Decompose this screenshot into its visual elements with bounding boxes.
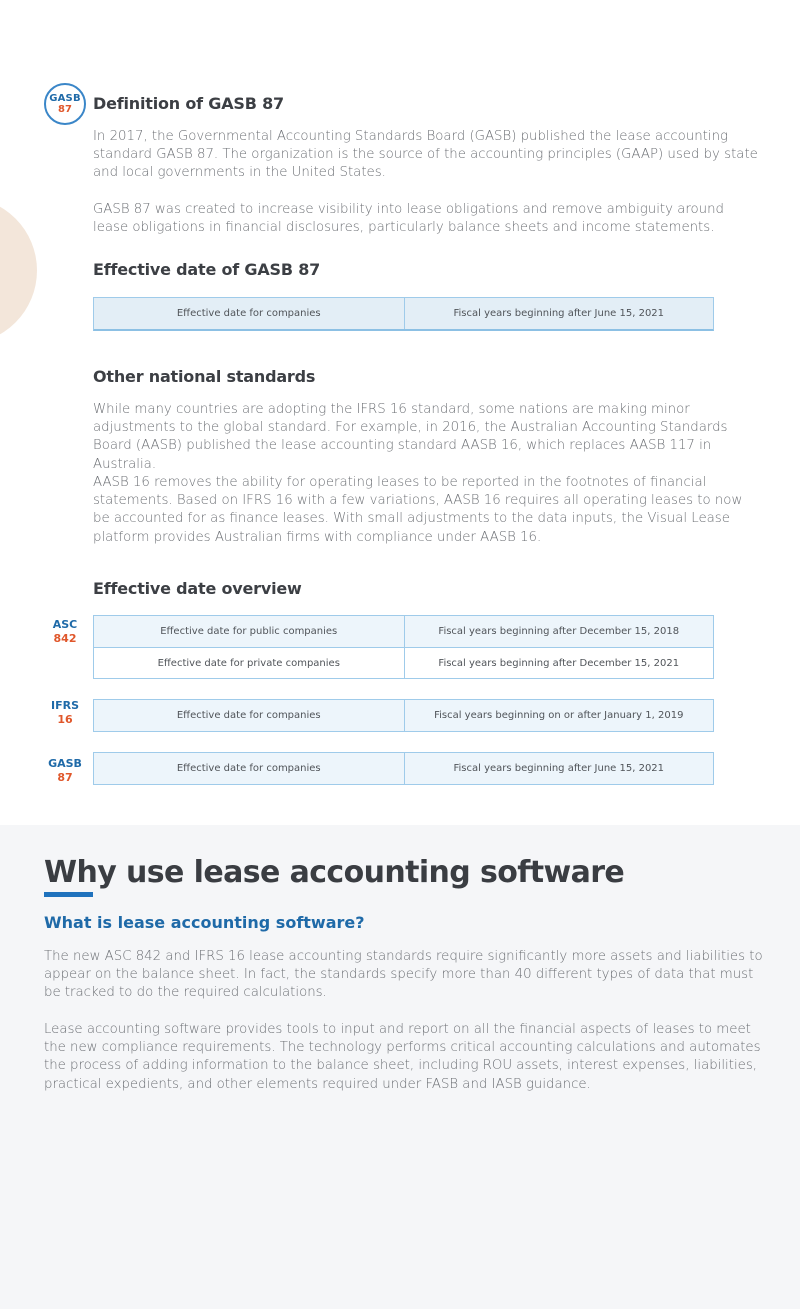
table-cell-label: Effective date for companies — [176, 710, 321, 721]
asc-842-table — [93, 615, 714, 679]
definition-paragraph-2: GASB 87 was created to increase visibility into lease obligations and remove ambiguity around lease obligations in financial disclosures, particularly balance sheets and income statements. — [93, 202, 724, 236]
table-cell-label: Effective date for companies — [176, 308, 321, 319]
table-cell-value: Fiscal years beginning after December 15, 2021 — [404, 648, 714, 678]
effective-gasb-table — [93, 297, 714, 331]
overview-heading: Effective date overview — [93, 579, 302, 598]
definition-heading: Definition of GASB 87 — [93, 94, 284, 113]
effective-gasb-heading: Effective date of GASB 87 — [93, 260, 321, 279]
definition-paragraph-1: In 2017, the Governmental Accounting Standards Board (GASB) published the lease accounting standard GASB 87. The organization is the source of the accounting principles (GAAP) used by state and local governments in the United States. — [93, 129, 758, 181]
table-row — [94, 753, 713, 784]
asc-label-line-2: 842 — [53, 632, 77, 645]
table-cell-value: Fiscal years beginning on or after January 1, 2019 — [404, 700, 714, 731]
table-row — [94, 647, 713, 678]
gasb-87-logo — [44, 83, 86, 125]
gasb-label-line-1: GASB — [48, 757, 82, 770]
gasb-label-line-2: 87 — [57, 771, 73, 784]
table-row — [94, 616, 713, 647]
other-standards-paragraph-2: AASB 16 removes the ability for operating leases to be reported in the footnotes of financial statements. Based on IFRS 16 with a few variations, AASB 16 requires all operating leases to now be accounted for as finance leases. With small adjustments to the data inputs, the Visual Lease platform provides Australian firms with compliance under AASB 16. — [93, 475, 743, 545]
table-row — [94, 298, 713, 329]
gasb-87-table — [93, 752, 714, 785]
why-section-title: Why use lease accounting software — [44, 855, 625, 890]
other-standards-heading: Other national standards — [93, 367, 316, 386]
table-cell-value: Fiscal years beginning after June 15, 2021 — [404, 753, 714, 784]
badge-line-1: GASB — [49, 92, 81, 104]
ifrs-label-line-2: 16 — [57, 713, 73, 726]
other-standards-paragraph-1: While many countries are adopting the IFRS 16 standard, some nations are making minor adjustments to the global standard. For example, in 2016, the Australian Accounting Standards Board (AASB) published the lease accounting standard AASB 16, which replaces AASB 117 in Australia. — [93, 402, 728, 472]
ifrs-16-table — [93, 699, 714, 732]
badge-line-2: 87 — [58, 103, 72, 115]
table-cell-label: Effective date for private companies — [157, 657, 340, 669]
gasb-87-label — [44, 757, 86, 785]
why-section-subtitle: What is lease accounting software? — [44, 913, 365, 932]
title-underline-accent — [44, 892, 93, 897]
asc-842-label — [44, 618, 86, 646]
ifrs-16-label — [44, 699, 86, 727]
table-cell-value: Fiscal years beginning after December 15, 2018 — [404, 616, 714, 647]
asc-label-line-1: ASC — [52, 618, 78, 631]
decorative-circle — [0, 197, 37, 344]
ifrs-label-line-1: IFRS — [51, 699, 79, 712]
table-row — [94, 700, 713, 731]
table-cell-value: Fiscal years beginning after June 15, 2021 — [404, 298, 714, 329]
table-cell-label: Effective date for companies — [176, 763, 321, 774]
why-paragraph-2: Lease accounting software provides tools to input and report on all the financial aspects of leases to meet the new compliance requirements. The technology performs critical accounting calculations and automates the process of adding information to the balance sheet, including ROU assets, interest expenses, liabilities, practical expedients, and other elements required under FASB and IASB guidance. — [44, 1022, 761, 1092]
table-cell-label: Effective date for public companies — [160, 626, 338, 637]
why-paragraph-1: The new ASC 842 and IFRS 16 lease accounting standards require significantly more assets and liabilities to appear on the balance sheet. In fact, the standards specify more than 40 different types of data that must be tracked to do the required calculations. — [44, 949, 763, 1001]
